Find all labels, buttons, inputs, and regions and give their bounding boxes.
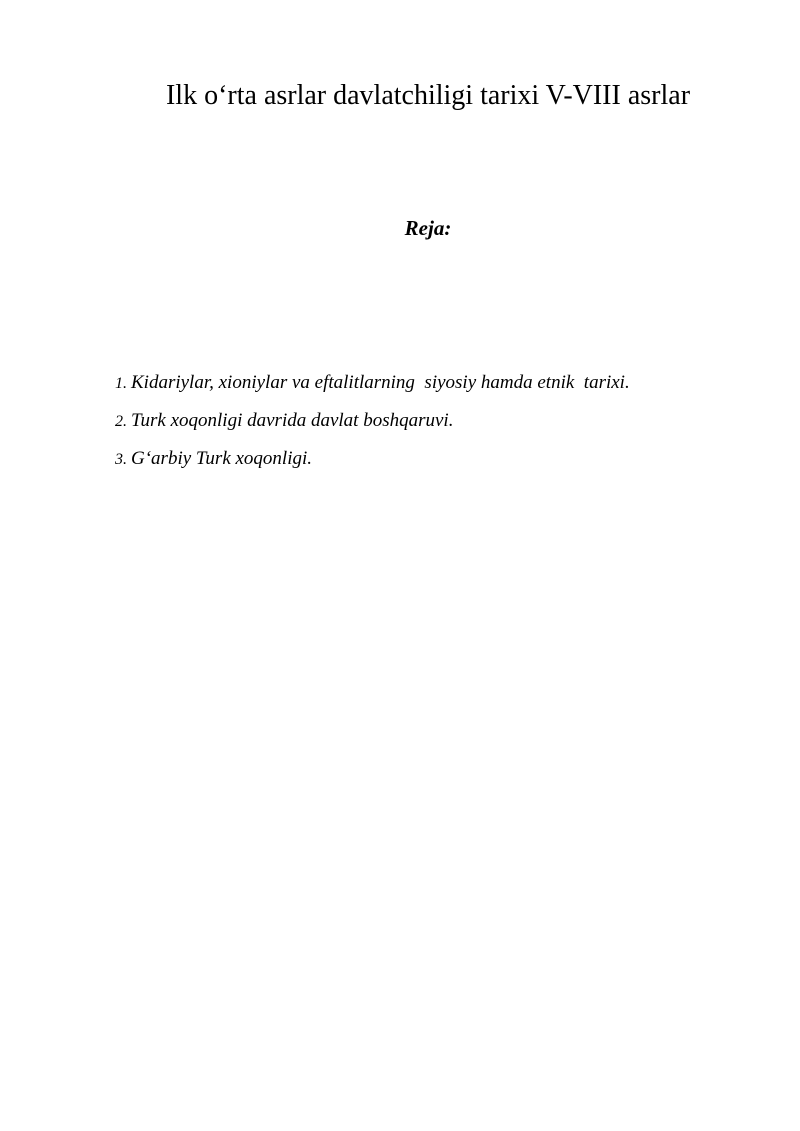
plan-item (115, 444, 630, 482)
plan-item-text: G‘arbiy Turk xoqonligi. (131, 448, 313, 469)
plan-item (115, 406, 630, 444)
document-title: Ilk o‘rta asrlar davlatchiligi tarixi V-VIII asrlar (165, 80, 691, 111)
plan-item-number: 2. (115, 413, 127, 430)
plan-list (115, 368, 630, 482)
plan-item (115, 368, 630, 406)
plan-item-text: Kidariylar, xioniylar va eftalitlarning siyosiy hamda etnik tarixi. (131, 372, 630, 393)
plan-item-text: Turk xoqonligi davrida davlat boshqaruvi. (131, 410, 454, 431)
plan-item-number: 1. (115, 375, 127, 392)
plan-item-number: 3. (115, 451, 127, 468)
plan-heading: Reja: (404, 216, 452, 240)
